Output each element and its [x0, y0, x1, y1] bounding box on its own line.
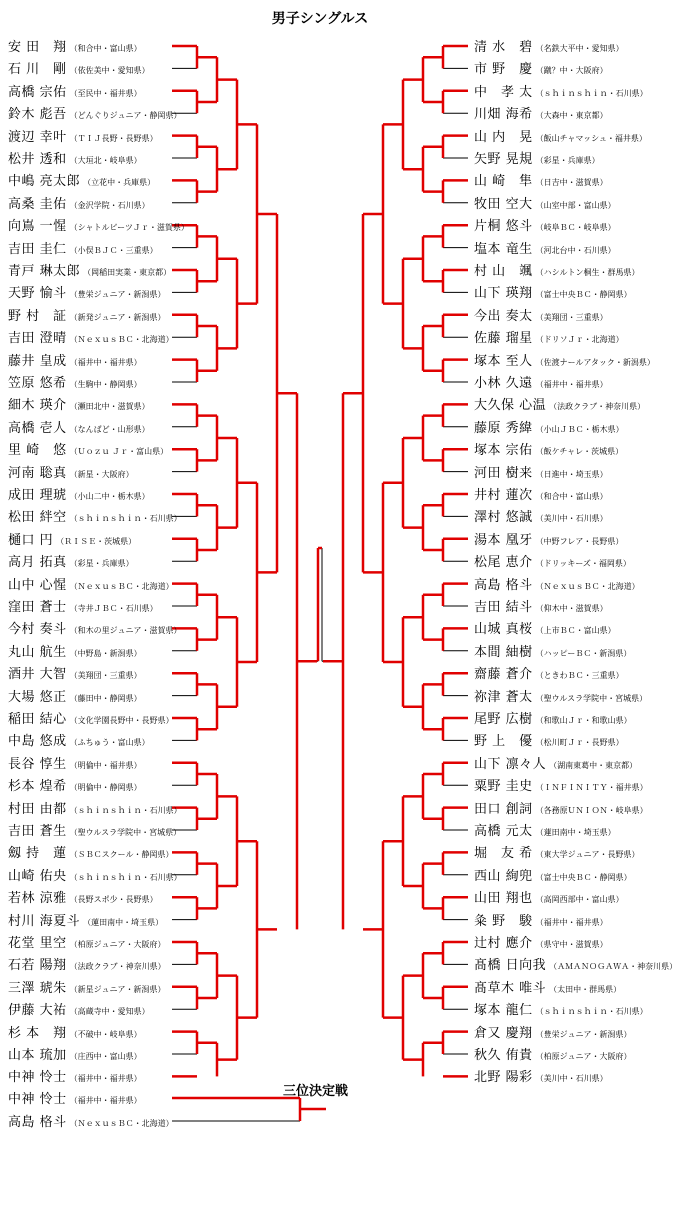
player-name: 山城 真桜 — [474, 622, 533, 638]
player-entry — [8, 999, 150, 1019]
player-name: 花堂 里空 — [8, 936, 67, 951]
player-entry — [8, 977, 165, 997]
player-entry — [474, 417, 624, 437]
player-entry — [474, 58, 608, 78]
player-entry — [8, 820, 181, 840]
player-entry — [8, 618, 181, 638]
player-name: 三澤 琥朱 — [8, 980, 67, 996]
player-name: 吉田 蒼生 — [8, 824, 67, 839]
player-name: 山本 琉加 — [8, 1048, 67, 1063]
player-entry — [474, 36, 624, 56]
player-entry — [474, 820, 616, 840]
player-affiliation: （聖ウルスラ学院中・宮城県） — [69, 828, 182, 837]
player-entry — [474, 484, 608, 504]
player-affiliation: （飯ケチャレ・茨城県） — [535, 447, 624, 457]
player-affiliation: （佐渡ナールアタック・新潟県） — [535, 357, 655, 367]
player-name: 吉田 澄晴 — [8, 331, 67, 347]
player-entry — [474, 103, 608, 123]
page-title: 男子シングルス — [271, 11, 369, 27]
player-affiliation: （東大学ジュニア・長野県） — [535, 850, 640, 860]
player-entry — [8, 887, 158, 907]
player-entry — [474, 574, 640, 594]
player-affiliation: （ふちゅう・富山県） — [69, 738, 150, 748]
player-affiliation: （中野フレア・長野県） — [535, 536, 624, 546]
player-name: 湯本 凰牙 — [474, 532, 533, 548]
player-affiliation: （ＡＭＡＮＯＧＡＷＡ・神奈川県） — [549, 962, 677, 972]
player-affiliation: （至民中・福井県） — [69, 88, 142, 98]
player-name: 野 上 優 — [474, 734, 533, 750]
player-affiliation: （和木の里ジュニア・滋賀県） — [69, 626, 182, 636]
player-affiliation: （ＳＢＣスクール・静岡県） — [69, 850, 174, 860]
player-name: 山崎 佑央 — [8, 868, 67, 884]
player-affiliation: （ＲＩＳＥ・茨城県） — [56, 536, 137, 546]
player-name: 稲田 結心 — [8, 712, 67, 727]
player-affiliation: （河北台中・石川県） — [535, 245, 616, 255]
player-affiliation: （Ｕｏｚｕ Ｊｒ・富山県） — [69, 447, 169, 457]
player-name: 酒井 大智 — [8, 667, 67, 683]
player-entry — [474, 260, 639, 280]
player-affiliation: （ｓｈｉｎｓｈｉｎ・石川県） — [535, 88, 648, 98]
player-name: 笠原 悠希 — [8, 376, 67, 391]
player-entry — [474, 910, 608, 930]
player-name: 今村 奏斗 — [8, 622, 67, 638]
player-name: 石若 陽翔 — [8, 958, 67, 974]
player-name: 山田 翔也 — [474, 891, 533, 907]
player-entry — [474, 730, 624, 750]
player-affiliation: （生駒中・静岡県） — [69, 380, 142, 389]
player-entry — [8, 641, 142, 661]
player-entry — [8, 417, 150, 437]
player-name: 中神 怜士 — [8, 1092, 67, 1107]
player-entry — [8, 910, 163, 930]
player-affiliation: （和合中・富山県） — [535, 492, 608, 501]
player-name: 丸山 航生 — [8, 644, 67, 660]
player-name: 村田 由都 — [8, 801, 67, 817]
player-name: 高橋 元太 — [474, 824, 533, 839]
player-affiliation: （福井中・福井県） — [69, 1074, 142, 1084]
player-entry — [474, 663, 624, 683]
player-affiliation: （福井中・福井県） — [535, 917, 608, 927]
player-entry — [474, 350, 655, 370]
player-affiliation: （彩星・兵庫県） — [69, 559, 134, 569]
player-entry — [474, 394, 645, 414]
player-entry — [474, 238, 616, 258]
player-affiliation: （ハッピーＢＣ・新潟県） — [535, 648, 632, 658]
player-name: 塩本 竜生 — [474, 241, 533, 257]
player-affiliation: （名鉄大平中・愛知県） — [535, 44, 624, 53]
player-entry — [8, 327, 174, 347]
player-entry — [474, 506, 608, 526]
player-name: 北野 陽彩 — [474, 1070, 533, 1086]
player-name: 樋口 円 — [8, 532, 54, 548]
player-entry — [8, 574, 174, 594]
player-affiliation: （長野スポ少・長野県） — [69, 895, 158, 905]
player-name: 倉又 慶翔 — [474, 1025, 533, 1041]
player-affiliation: （高岡西部中・富山県） — [535, 895, 624, 905]
player-name: 細木 瑛介 — [8, 398, 67, 414]
player-entry — [474, 932, 608, 952]
player-name: 高橋 宗佑 — [8, 84, 67, 100]
player-name: 矢野 晃規 — [474, 152, 533, 167]
player-name: 塚本 宗佑 — [474, 443, 533, 459]
player-entry — [8, 36, 142, 56]
player-entry — [8, 1022, 142, 1042]
player-entry — [474, 372, 608, 392]
player-affiliation: （和歌山Ｊｒ・和歌山県） — [535, 716, 632, 725]
player-entry — [474, 708, 632, 728]
player-affiliation: （岐阜ＢＣ・岐阜県） — [535, 223, 616, 233]
player-name: 山下 凛々人 — [474, 756, 547, 772]
player-affiliation: （ＮｅｘｕｓＢＣ・北海道） — [69, 581, 174, 591]
player-name: 長谷 惇生 — [8, 756, 67, 772]
player-entry — [474, 753, 637, 773]
player-affiliation: （小山ＪＢＣ・栃木県） — [535, 424, 624, 434]
player-name: 天野 愉斗 — [8, 286, 67, 302]
player-name: 塚本 至人 — [474, 353, 533, 369]
player-name: 塚本 龍仁 — [474, 1003, 533, 1019]
player-affiliation: （美川中・石川県） — [535, 1074, 608, 1084]
player-name: 山 崎 隼 — [474, 174, 533, 190]
player-entry — [8, 529, 136, 549]
player-entry — [8, 81, 142, 101]
player-name: 伊藤 大祐 — [8, 1003, 67, 1019]
player-entry — [474, 887, 624, 907]
player-entry — [474, 1044, 631, 1064]
player-affiliation: （豊栄ジュニア・新潟県） — [69, 290, 166, 300]
player-name: 青戸 琳太郎 — [8, 264, 81, 279]
player-name: 吉田 結斗 — [474, 600, 533, 615]
player-entry — [474, 215, 616, 235]
player-affiliation: （新星ジュニア・新潟県） — [69, 984, 166, 994]
player-entry — [474, 193, 616, 213]
player-name: 齋藤 蒼介 — [474, 667, 533, 683]
player-affiliation: （美翔団・三重県） — [69, 671, 142, 681]
player-entry — [8, 215, 189, 235]
player-entry — [8, 686, 142, 706]
player-name: 松尾 恵介 — [474, 555, 533, 571]
player-entry — [474, 596, 608, 616]
player-affiliation: （福井中・福井県） — [535, 380, 608, 389]
player-affiliation: （中野島・新潟県） — [69, 648, 142, 658]
player-affiliation: （ドリッキーズ・福岡県） — [535, 559, 631, 569]
player-entry — [8, 753, 142, 773]
player-entry — [474, 126, 647, 146]
player-entry — [474, 618, 616, 638]
player-name: 清 水 碧 — [474, 40, 533, 55]
player-name: 中神 怜士 — [8, 1070, 67, 1086]
player-entry — [8, 238, 158, 258]
player-affiliation: （ＮｅｘｕｓＢＣ・北海道） — [69, 1119, 174, 1128]
player-entry — [8, 260, 171, 280]
player-affiliation: （和合中・富山県） — [69, 44, 142, 53]
player-affiliation: （美翔団・三重県） — [535, 312, 608, 322]
player-entry — [8, 932, 165, 952]
player-affiliation: （太田中・群馬県） — [549, 984, 622, 994]
player-name: 渡辺 幸叶 — [8, 129, 67, 145]
player-name: 中島 悠成 — [8, 734, 67, 750]
player-entry — [474, 529, 623, 549]
player-entry — [8, 148, 142, 168]
player-affiliation: （岡稲田実業・東京都） — [83, 268, 172, 277]
player-entry — [474, 170, 608, 190]
player-name: 辻村 應介 — [474, 936, 533, 951]
player-affiliation: （瀬田北中・滋賀県） — [69, 402, 150, 412]
player-affiliation: （ｓｈｉｎｓｈｉｎ・石川県） — [69, 805, 182, 815]
player-entry — [8, 1066, 142, 1086]
player-entry — [8, 506, 182, 526]
player-entry — [474, 686, 647, 706]
player-name: 鈴木 彪吾 — [8, 107, 67, 123]
player-name: 安 田 翔 — [8, 40, 67, 55]
player-affiliation: （新発ジュニア・新潟県） — [69, 312, 166, 322]
player-affiliation: （新星・大阪府） — [69, 469, 134, 479]
player-entry — [8, 394, 150, 414]
player-affiliation: （金沢学院・石川県） — [69, 200, 150, 210]
player-affiliation: （ＩＮＦＩＮＩＴＹ・福井県） — [535, 783, 648, 793]
player-name: 藤井 皇成 — [8, 353, 67, 369]
player-name: 山 内 晃 — [474, 129, 533, 145]
player-affiliation: （ＴＩＪ長野・長野県） — [69, 133, 158, 143]
player-affiliation: （小俣ＢＪＣ・三重県） — [69, 245, 158, 255]
player-name: 山下 瑛翔 — [474, 286, 533, 302]
player-affiliation: （大垣北・岐阜県） — [69, 156, 142, 165]
player-entry — [474, 775, 648, 795]
player-affiliation: （ｓｈｉｎｓｈｉｎ・石川県） — [69, 514, 182, 524]
player-name: 若林 涼雅 — [8, 891, 67, 907]
player-name: 里 崎 悠 — [8, 443, 67, 459]
player-name: 松田 絆空 — [8, 510, 67, 526]
player-name: 田口 創詞 — [474, 801, 533, 817]
player-affiliation: （聖ウルスラ学院中・宮城県） — [535, 693, 648, 703]
player-name: 成田 理琥 — [8, 488, 67, 503]
player-entry — [8, 462, 134, 482]
player-entry — [8, 730, 150, 750]
player-name: 祢津 蒼太 — [474, 689, 533, 705]
player-affiliation: （ｓｈｉｎｓｈｉｎ・石川県） — [535, 1007, 648, 1017]
player-affiliation: （県守中・滋賀県） — [535, 940, 608, 949]
player-affiliation: （依佐美中・愛知県） — [69, 66, 150, 76]
player-entry — [8, 58, 150, 78]
player-name: 石 川 剛 — [8, 62, 67, 78]
player-entry — [474, 282, 632, 302]
player-name: 本間 紬樹 — [474, 644, 533, 660]
player-name: 井村 蓮次 — [474, 488, 533, 503]
player-affiliation: （富士中央ＢＣ・静岡県） — [535, 872, 632, 882]
player-entry — [8, 439, 168, 459]
player-entry — [474, 327, 624, 347]
player-name: 藤原 秀緯 — [474, 420, 533, 436]
player-affiliation: （ときわＢＣ・三重県） — [535, 671, 624, 681]
player-name: 粟野 圭史 — [474, 779, 533, 795]
player-entry — [474, 977, 621, 997]
player-entry — [8, 551, 134, 571]
player-entry — [8, 484, 150, 504]
player-affiliation: （ハシルトン桐生・群馬県） — [535, 268, 640, 277]
player-name: 向嶌 一惺 — [8, 219, 67, 235]
player-affiliation: （蓮田南中・埼玉県） — [535, 828, 616, 837]
player-entry — [8, 775, 142, 795]
player-name: 市 野 慶 — [474, 62, 533, 78]
player-entry — [8, 798, 182, 818]
player-entry — [8, 708, 174, 728]
player-entry — [8, 1044, 142, 1064]
player-name: 西山 絢兜 — [474, 868, 533, 884]
player-affiliation: （各務原ＵＮＩＯＮ・岐阜県） — [535, 805, 648, 815]
player-name: 高島 格斗 — [474, 577, 533, 593]
player-affiliation: （小山二中・栃木県） — [69, 492, 150, 501]
player-affiliation: （ドリソＪｒ・北海道） — [535, 335, 624, 345]
player-entry — [8, 596, 158, 616]
player-entry — [474, 865, 632, 885]
player-affiliation: （福井中・福井県） — [69, 1096, 142, 1105]
player-name: 村川 海夏斗 — [8, 913, 81, 929]
player-name: 牧田 空大 — [474, 196, 533, 212]
player-name: 大久保 心温 — [474, 398, 547, 414]
player-name: 小林 久遠 — [474, 376, 533, 391]
player-affiliation: （日吉中・滋賀県） — [535, 178, 608, 188]
player-affiliation: （山室中部・富山県） — [535, 200, 616, 210]
player-entry — [474, 148, 600, 168]
player-name: 杉本 煌希 — [8, 779, 67, 795]
player-name: 河田 樹来 — [474, 465, 533, 481]
player-entry — [8, 126, 158, 146]
player-affiliation: （松川町Ｊｒ・長野県） — [535, 738, 624, 748]
player-entry — [8, 282, 165, 302]
player-entry — [8, 1111, 174, 1131]
player-name: 高島 格斗 — [8, 1115, 67, 1130]
player-name: 野 村 証 — [8, 308, 67, 324]
player-entry — [8, 842, 173, 862]
player-name: 髙草木 唯斗 — [474, 980, 547, 996]
player-affiliation: （庄西中・富山県） — [69, 1052, 142, 1061]
player-name: 大場 悠正 — [8, 689, 67, 705]
player-entry — [8, 1088, 142, 1108]
player-affiliation: （明倫中・静岡県） — [69, 783, 142, 793]
player-entry — [474, 1066, 608, 1086]
player-name: 澤村 悠誠 — [474, 510, 533, 526]
player-entry — [8, 954, 166, 974]
player-affiliation: （ｓｈｉｎｓｈｉｎ・石川県） — [69, 872, 182, 882]
player-affiliation: （明倫中・福井県） — [69, 760, 142, 770]
player-affiliation: （飯山チャマッシュ・福井県） — [535, 133, 647, 143]
player-entry — [474, 842, 639, 862]
player-entry — [8, 372, 142, 392]
player-name: 山中 心惺 — [8, 577, 67, 593]
player-affiliation: （ＮｅｘｕｓＢＣ・北海道） — [69, 335, 174, 345]
player-entry — [474, 551, 631, 571]
player-name: 吉田 圭仁 — [8, 241, 67, 257]
player-affiliation: （法政クラブ・神奈川県） — [69, 962, 166, 972]
player-affiliation: （美川中・石川県） — [535, 514, 608, 524]
player-affiliation: （不破中・岐阜県） — [69, 1029, 142, 1039]
player-name: 高桑 圭佑 — [8, 196, 67, 212]
player-entry — [8, 193, 150, 213]
player-affiliation: （湖南東葛中・東京都） — [549, 760, 638, 770]
player-affiliation: （柏原ジュニア・大阪府） — [69, 940, 166, 949]
player-affiliation: （法政クラブ・神奈川県） — [549, 402, 646, 412]
player-name: 今出 奏太 — [474, 308, 533, 324]
player-affiliation: （寺井ＪＢＣ・石川県） — [69, 604, 158, 613]
player-name: 村 山 颯 — [474, 264, 533, 279]
player-name: 松井 透和 — [8, 152, 67, 167]
player-name: 秋久 侑貴 — [474, 1048, 533, 1063]
player-affiliation: （高蔵寺中・愛知県） — [69, 1007, 150, 1017]
player-affiliation: （ＮｅｘｕｓＢＣ・北海道） — [535, 581, 640, 591]
player-entry — [8, 305, 165, 325]
player-entry — [8, 663, 142, 683]
player-entry — [474, 1022, 631, 1042]
player-affiliation: （どんぐりジュニア・静岡県） — [69, 111, 182, 121]
player-affiliation: （富士中央ＢＣ・静岡県） — [535, 290, 632, 300]
player-affiliation: （上市ＢＣ・富山県） — [535, 626, 616, 636]
player-affiliation: （なんばど・山形県） — [69, 424, 150, 434]
player-name: 髙橋 日向我 — [474, 958, 547, 974]
player-name: 川畑 海希 — [474, 107, 533, 123]
player-affiliation: （柏原ジュニア・大阪府） — [535, 1052, 632, 1061]
player-entry — [8, 865, 182, 885]
player-name: 劔 持 蓮 — [8, 846, 67, 862]
player-entry — [474, 305, 608, 325]
player-affiliation: （大森中・東京都） — [535, 111, 608, 121]
player-affiliation: （蹴？中・大阪府） — [535, 66, 608, 76]
player-name: 中嶋 亮太郎 — [8, 174, 81, 190]
player-affiliation: （仰木中・滋賀県） — [535, 604, 608, 613]
player-entry — [474, 954, 677, 974]
player-name: 堀 友 希 — [474, 846, 533, 862]
player-affiliation: （藤田中・静岡県） — [69, 693, 142, 703]
player-entry — [474, 798, 648, 818]
player-name: 粂 野 駿 — [474, 913, 533, 929]
player-affiliation: （文化学園長野中・長野県） — [69, 716, 174, 725]
player-affiliation: （彩星・兵庫県） — [535, 156, 600, 165]
player-name: 河南 聡真 — [8, 465, 67, 481]
player-entry — [474, 641, 631, 661]
player-name: 高月 拓真 — [8, 555, 67, 571]
third-place-title: 三位決定戦 — [283, 1084, 349, 1099]
player-entry — [8, 170, 155, 190]
player-name: 片桐 悠斗 — [474, 219, 533, 235]
player-name: 高橋 壱人 — [8, 420, 67, 436]
player-name: 杉 本 翔 — [8, 1025, 67, 1041]
player-entry — [474, 462, 608, 482]
player-entry — [474, 81, 648, 101]
player-affiliation: （福井中・福井県） — [69, 357, 142, 367]
player-affiliation: （豊栄ジュニア・新潟県） — [535, 1029, 632, 1039]
player-affiliation: （蓮田南中・埼玉県） — [83, 917, 164, 927]
player-name: 尾野 広樹 — [474, 712, 533, 727]
player-entry — [474, 439, 623, 459]
player-name: 中 孝 太 — [474, 84, 533, 100]
player-entry — [474, 999, 648, 1019]
player-name: 窪田 蒼士 — [8, 600, 67, 615]
player-entry — [8, 103, 181, 123]
player-name: 佐藤 瑠星 — [474, 331, 533, 347]
player-entry — [8, 350, 142, 370]
player-affiliation: （日進中・埼玉県） — [535, 469, 608, 479]
player-affiliation: （立花中・兵庫県） — [83, 178, 156, 188]
player-affiliation: （シャトルビーツＪｒ・滋賀県） — [69, 223, 189, 233]
